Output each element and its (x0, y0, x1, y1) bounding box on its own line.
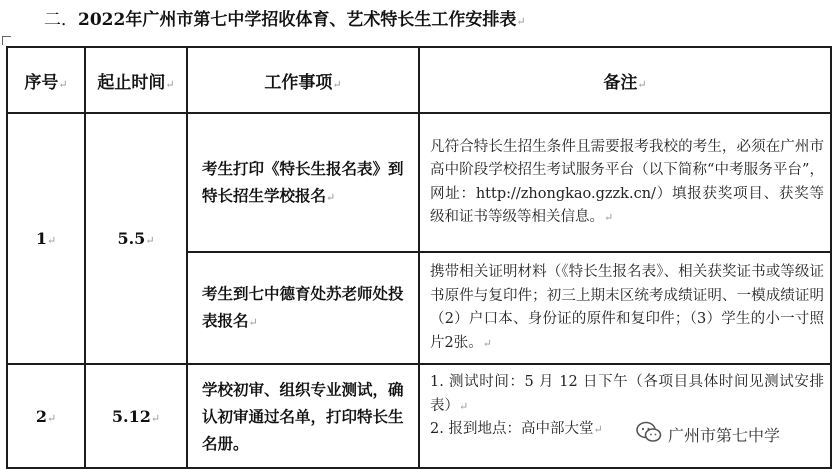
heading-year: 2022 (78, 10, 126, 30)
row-date: 5.12↵ (85, 364, 187, 468)
header-date: 起止时间↵ (85, 47, 187, 113)
watermark-text: 广州市第七中学 (668, 425, 781, 445)
table-row (7, 113, 831, 252)
document-heading (44, 6, 526, 34)
note-cell: 携带相关证明材料（《特长生报名表》、相关获奖证书或等级证书原件与复印件；初三上期末区统考成绩证明、一模成绩证明（2）户口本、身份证的原件和复印件；（3）学生的小一寸照片2张。↵ (419, 252, 831, 364)
task-cell: 考生打印《特长生报名表》到特长招生学校报名↵ (187, 113, 419, 252)
note-cell: 凡符合特长生招生条件且需要报考我校的考生，必须在广州市高中阶段学校招生考试服务平台（以下简称“中考服务平台”，网址：http://zhongkao.gzzk.cn/）填报获奖项目、获奖等级和证书等级等相关信息。↵ (419, 113, 831, 252)
table-header-row (7, 47, 831, 113)
table-row (7, 364, 831, 468)
header-note: 备注↵ (419, 47, 831, 113)
header-number: 序号↵ (7, 47, 85, 113)
wechat-icon (636, 421, 662, 447)
row-number: 1↵ (7, 113, 85, 364)
note-line: 1. 测试时间：5 月 12 日下午（各项目具体时间见测试安排表）↵ (430, 374, 824, 414)
note-cell (419, 364, 831, 468)
watermark (636, 420, 780, 448)
table-anchor-mark (2, 36, 11, 45)
note-line: 2. 报到地点：高中部大堂↵ (430, 421, 603, 437)
task-cell: 学校初审、组织专业测试，确认初审通过名单，打印特长生名册。 (187, 364, 419, 468)
heading-text: 年广州市第七中学招收体育、艺术特长生工作安排表 (125, 10, 517, 30)
schedule-table (6, 46, 832, 469)
row-number: 2↵ (7, 364, 85, 468)
header-task: 工作事项↵ (187, 47, 419, 113)
heading-prefix: 二． (44, 10, 78, 30)
task-cell: 考生到七中德育处苏老师处投表报名↵ (187, 252, 419, 364)
row-date: 5.5↵ (85, 113, 187, 364)
paragraph-mark: ↵ (516, 15, 526, 28)
